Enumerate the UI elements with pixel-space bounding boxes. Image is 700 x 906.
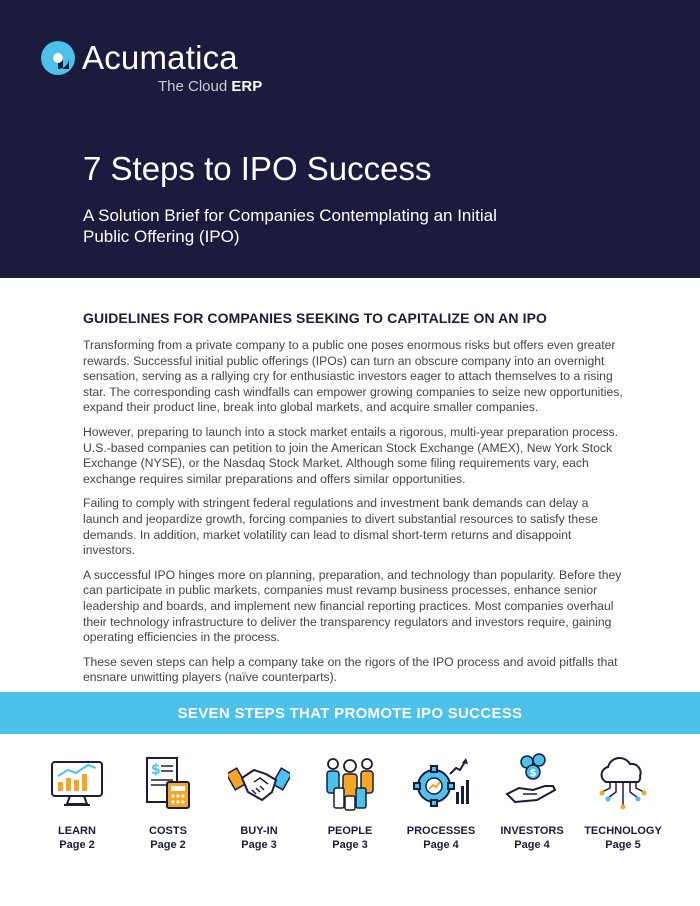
step-label: LEARN xyxy=(58,825,96,837)
tagline-bold: ERP xyxy=(231,78,263,95)
step-page: Page 4 xyxy=(423,839,459,851)
tagline-light: The Cloud xyxy=(158,78,228,95)
step-label: PEOPLE xyxy=(327,825,373,837)
step-people[interactable] xyxy=(303,752,397,852)
step-page: Page 5 xyxy=(605,839,641,851)
svg-text:$: $ xyxy=(151,762,161,778)
step-learn[interactable] xyxy=(30,752,124,852)
step-page: Page 2 xyxy=(59,839,95,851)
step-buy-in[interactable] xyxy=(212,752,306,852)
step-technology[interactable] xyxy=(576,752,670,852)
step-investors[interactable] xyxy=(485,752,579,852)
paragraph: These seven steps can help a company take on the rigors of the IPO process and avoid pitfalls that ensnare unwitting players (naïve counterparts). xyxy=(83,654,618,685)
cloud-network-icon xyxy=(592,752,654,814)
step-page: Page 3 xyxy=(241,839,277,851)
invoice-calculator-icon xyxy=(137,752,199,814)
steps-banner-title: SEVEN STEPS THAT PROMOTE IPO SUCCESS xyxy=(177,704,523,722)
step-label: COSTS xyxy=(149,825,187,837)
step-page: Page 4 xyxy=(514,839,550,851)
steps-banner xyxy=(0,692,700,734)
guidelines-section xyxy=(83,310,623,695)
step-processes[interactable] xyxy=(394,752,488,852)
paragraph: A successful IPO hinges more on planning, preparation, and technology than popularity. Before they can participate in public markets, companies must revamp business processes, enhance senior leadership and boards, and implement new financial reporting practices. Most companies overhaul their technology infrastructure to deliver the transparency regulators and investors require, gaining operating efficiencies in the process. xyxy=(83,567,622,645)
step-page: Page 2 xyxy=(150,839,186,851)
acumatica-logo-icon xyxy=(40,40,76,76)
svg-text:$: $ xyxy=(529,768,537,779)
hero-banner xyxy=(0,0,700,278)
hand-coins-icon xyxy=(501,752,563,814)
brand-tagline xyxy=(158,78,262,95)
handshake-icon xyxy=(228,752,290,814)
gear-growth-icon xyxy=(410,752,472,814)
people-group-icon xyxy=(319,752,381,814)
section-heading: GUIDELINES FOR COMPANIES SEEKING TO CAPITALIZE ON AN IPO xyxy=(83,310,548,326)
step-costs[interactable] xyxy=(121,752,215,852)
step-label: PROCESSES xyxy=(406,825,476,837)
brand-name: Acumatica xyxy=(82,39,238,76)
document-subtitle: A Solution Brief for Companies Contemplating an Initial Public Offering (IPO) xyxy=(83,206,497,246)
document-title: 7 Steps to IPO Success xyxy=(83,150,432,187)
paragraph: However, preparing to launch into a stock market entails a rigorous, multi-year preparation process. U.S.-based companies can petition to join the American Stock Exchange (AMEX), New York Stock Exchange (NYSE), or the Nasdaq Stock Market. Although some filing requirements vary, each exchange requires similar preparations and offers similar opportunities. xyxy=(83,424,619,486)
paragraph: Failing to comply with stringent federal regulations and investment bank demands can delay a launch and jeopardize growth, forcing companies to divert substantial resources to satisfy these demands. In addition, market volatility can lead to dismal short-term returns and disappoint investors. xyxy=(83,496,598,558)
paragraph: Transforming from a private company to a public one poses enormous risks but offers even greater rewards. Successful initial public offerings (IPOs) can turn an obscure company into an overnight sensation, serving as a rallying cry for enthusiastic investors eager to attach themselves to a rising star. The corresponding cash windfalls can empower growing companies to seize new opportunities, expand their product line, break into global markets, and acquire smaller companies. xyxy=(83,338,623,415)
steps-list xyxy=(30,752,670,862)
step-page: Page 3 xyxy=(332,839,368,851)
step-label: BUY-IN xyxy=(240,825,278,837)
step-label: INVESTORS xyxy=(500,825,564,837)
monitor-chart-icon xyxy=(46,752,108,814)
step-label: TECHNOLOGY xyxy=(584,825,662,837)
